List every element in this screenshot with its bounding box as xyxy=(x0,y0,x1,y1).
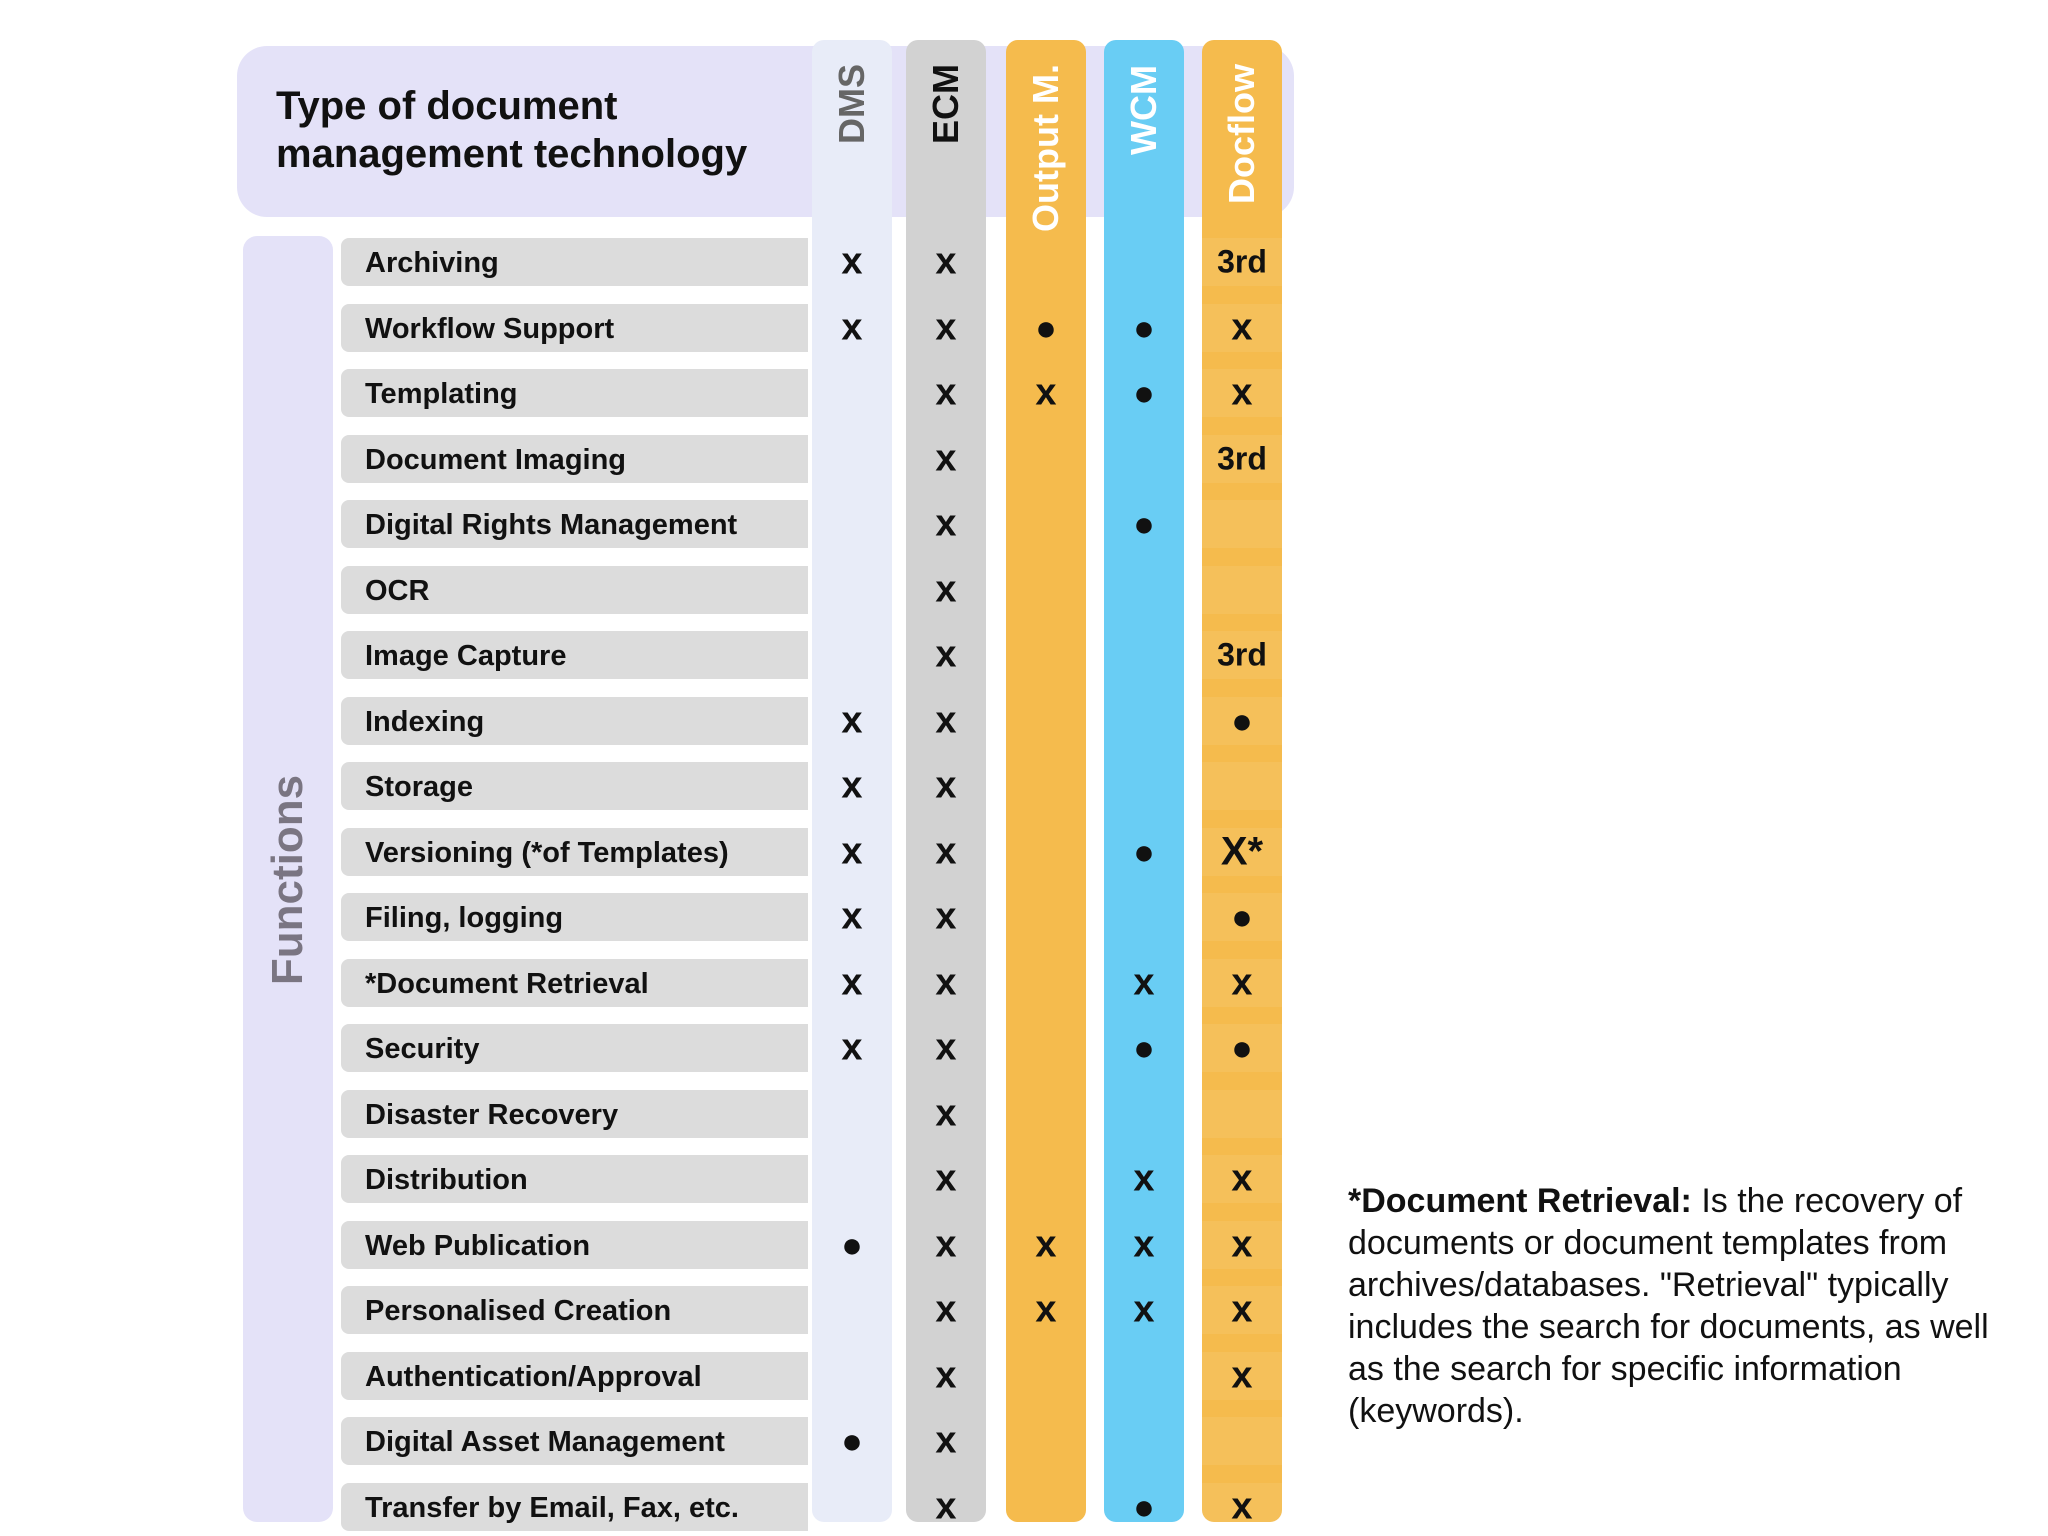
cross-mark: x xyxy=(935,1026,957,1069)
cross-star-mark: X* xyxy=(1220,829,1264,874)
cell-docflow xyxy=(1202,435,1282,483)
cross-mark: x xyxy=(935,1092,957,1135)
dot-mark: ● xyxy=(1133,372,1155,413)
row-label: Versioning (*of Templates) xyxy=(341,828,808,876)
dot-mark: ● xyxy=(1231,700,1253,741)
cell-dms xyxy=(812,1090,892,1138)
cell-docflow xyxy=(1202,631,1282,679)
cross-mark: x xyxy=(935,1485,957,1528)
cell-dms xyxy=(812,1221,892,1269)
cell-wcm xyxy=(1104,1221,1184,1269)
cross-mark: x xyxy=(841,895,863,938)
cross-mark: x xyxy=(1035,371,1057,414)
cross-mark: x xyxy=(1231,1223,1253,1266)
cell-ecm xyxy=(906,566,986,614)
third-party-mark: 3rd xyxy=(1217,636,1267,673)
cell-wcm xyxy=(1104,959,1184,1007)
cell-output xyxy=(1006,1090,1086,1138)
row-label: Storage xyxy=(341,762,808,810)
cell-ecm xyxy=(906,959,986,1007)
row-label: Image Capture xyxy=(341,631,808,679)
column-header-label: ECM xyxy=(925,64,966,144)
cell-wcm xyxy=(1104,1155,1184,1203)
cell-wcm xyxy=(1104,238,1184,286)
cell-wcm xyxy=(1104,1483,1184,1531)
cell-dms xyxy=(812,566,892,614)
cross-mark: x xyxy=(935,633,957,676)
column-header-label: WCM xyxy=(1123,65,1164,155)
row-label: Web Publication xyxy=(341,1221,808,1269)
cell-output xyxy=(1006,369,1086,417)
cell-output xyxy=(1006,1483,1086,1531)
cell-docflow xyxy=(1202,1352,1282,1400)
cell-dms xyxy=(812,238,892,286)
dot-mark: ● xyxy=(1231,896,1253,937)
cross-mark: x xyxy=(1133,961,1155,1004)
cell-wcm xyxy=(1104,631,1184,679)
cell-wcm xyxy=(1104,566,1184,614)
cell-ecm xyxy=(906,697,986,745)
cross-mark: x xyxy=(841,699,863,742)
cross-mark: x xyxy=(1133,1288,1155,1331)
cell-wcm xyxy=(1104,435,1184,483)
cross-mark: x xyxy=(1133,1157,1155,1200)
cell-docflow xyxy=(1202,566,1282,614)
cell-ecm xyxy=(906,1483,986,1531)
third-party-mark: 3rd xyxy=(1217,440,1267,477)
cell-ecm xyxy=(906,500,986,548)
cell-dms xyxy=(812,1417,892,1465)
cross-mark: x xyxy=(935,830,957,873)
dot-mark: ● xyxy=(1035,307,1057,348)
column-header-label: Docflow xyxy=(1221,64,1262,204)
header-title xyxy=(276,82,836,178)
cell-wcm xyxy=(1104,369,1184,417)
cell-dms xyxy=(812,1024,892,1072)
cross-mark: x xyxy=(1231,1485,1253,1528)
cell-output xyxy=(1006,697,1086,745)
cell-docflow xyxy=(1202,500,1282,548)
cell-dms xyxy=(812,631,892,679)
cell-ecm xyxy=(906,828,986,876)
row-label: Templating xyxy=(341,369,808,417)
cell-output xyxy=(1006,1024,1086,1072)
cell-dms xyxy=(812,304,892,352)
cross-mark: x xyxy=(935,764,957,807)
row-label: Filing, logging xyxy=(341,893,808,941)
cross-mark: x xyxy=(841,240,863,283)
cell-output xyxy=(1006,1221,1086,1269)
cross-mark: x xyxy=(841,830,863,873)
cell-wcm xyxy=(1104,697,1184,745)
row-label: Workflow Support xyxy=(341,304,808,352)
cell-wcm xyxy=(1104,893,1184,941)
third-party-mark: 3rd xyxy=(1217,243,1267,280)
cross-mark: x xyxy=(841,306,863,349)
cell-dms xyxy=(812,435,892,483)
row-label: Distribution xyxy=(341,1155,808,1203)
cross-mark: x xyxy=(935,1288,957,1331)
cell-wcm xyxy=(1104,500,1184,548)
cell-wcm xyxy=(1104,1417,1184,1465)
cell-ecm xyxy=(906,1090,986,1138)
cell-docflow xyxy=(1202,1221,1282,1269)
cell-wcm xyxy=(1104,762,1184,810)
footnote-text: Is the recovery of documents or document templates from archives/databases. "Retrieval" typically includes the search for documents, as well as the search for specific information (keywords). xyxy=(1348,1182,1989,1430)
cell-output xyxy=(1006,566,1086,614)
cross-mark: x xyxy=(935,240,957,283)
dot-mark: ● xyxy=(1133,1486,1155,1527)
cross-mark: x xyxy=(935,502,957,545)
column-header-label: Output M. xyxy=(1025,64,1066,232)
cell-ecm xyxy=(906,1286,986,1334)
footnote xyxy=(1348,1180,2008,1432)
cell-ecm xyxy=(906,762,986,810)
cell-docflow xyxy=(1202,304,1282,352)
cell-output xyxy=(1006,762,1086,810)
cell-dms xyxy=(812,762,892,810)
cell-docflow xyxy=(1202,762,1282,810)
cell-wcm xyxy=(1104,1090,1184,1138)
cell-ecm xyxy=(906,369,986,417)
row-label: *Document Retrieval xyxy=(341,959,808,1007)
cell-ecm xyxy=(906,1352,986,1400)
row-label: Digital Asset Management xyxy=(341,1417,808,1465)
cell-ecm xyxy=(906,1024,986,1072)
cross-mark: x xyxy=(841,764,863,807)
cell-ecm xyxy=(906,1155,986,1203)
cell-docflow xyxy=(1202,1286,1282,1334)
cell-docflow xyxy=(1202,1483,1282,1531)
cell-wcm xyxy=(1104,828,1184,876)
cell-docflow xyxy=(1202,238,1282,286)
cell-docflow xyxy=(1202,369,1282,417)
dot-mark: ● xyxy=(1133,503,1155,544)
cell-output xyxy=(1006,959,1086,1007)
functions-label-text: Functions xyxy=(263,774,312,986)
row-label: Security xyxy=(341,1024,808,1072)
cell-output xyxy=(1006,631,1086,679)
footnote-term: *Document Retrieval: xyxy=(1348,1182,1692,1220)
cross-mark: x xyxy=(1231,1157,1253,1200)
cell-ecm xyxy=(906,1417,986,1465)
cell-output xyxy=(1006,828,1086,876)
cell-dms xyxy=(812,500,892,548)
cell-output xyxy=(1006,1286,1086,1334)
cross-mark: x xyxy=(841,961,863,1004)
cross-mark: x xyxy=(1231,306,1253,349)
cell-dms xyxy=(812,697,892,745)
cell-wcm xyxy=(1104,304,1184,352)
cross-mark: x xyxy=(1035,1223,1057,1266)
cross-mark: x xyxy=(935,895,957,938)
cross-mark: x xyxy=(841,1026,863,1069)
cell-docflow xyxy=(1202,1417,1282,1465)
cross-mark: x xyxy=(1231,1288,1253,1331)
cell-dms xyxy=(812,1155,892,1203)
dot-mark: ● xyxy=(841,1224,863,1265)
cross-mark: x xyxy=(935,961,957,1004)
row-label: Personalised Creation xyxy=(341,1286,808,1334)
cross-mark: x xyxy=(935,1223,957,1266)
cell-ecm xyxy=(906,1221,986,1269)
cell-docflow xyxy=(1202,959,1282,1007)
cell-dms xyxy=(812,1483,892,1531)
dot-mark: ● xyxy=(1133,1027,1155,1068)
cross-mark: x xyxy=(1231,1354,1253,1397)
cell-ecm xyxy=(906,631,986,679)
cell-output xyxy=(1006,500,1086,548)
dot-mark: ● xyxy=(1133,831,1155,872)
cross-mark: x xyxy=(1035,1288,1057,1331)
cross-mark: x xyxy=(935,1354,957,1397)
row-label: Indexing xyxy=(341,697,808,745)
cell-wcm xyxy=(1104,1024,1184,1072)
cross-mark: x xyxy=(935,699,957,742)
cell-ecm xyxy=(906,304,986,352)
cell-ecm xyxy=(906,893,986,941)
cross-mark: x xyxy=(1231,371,1253,414)
header-title-line-2: management technology xyxy=(276,132,748,176)
dot-mark: ● xyxy=(1133,307,1155,348)
cell-docflow xyxy=(1202,893,1282,941)
cell-ecm xyxy=(906,435,986,483)
cell-dms xyxy=(812,959,892,1007)
cross-mark: x xyxy=(935,371,957,414)
cell-output xyxy=(1006,304,1086,352)
cell-dms xyxy=(812,893,892,941)
cell-docflow xyxy=(1202,1024,1282,1072)
cell-dms xyxy=(812,1286,892,1334)
cell-dms xyxy=(812,1352,892,1400)
dot-mark: ● xyxy=(1231,1027,1253,1068)
row-label: Document Imaging xyxy=(341,435,808,483)
cross-mark: x xyxy=(935,1419,957,1462)
cell-docflow xyxy=(1202,1155,1282,1203)
row-label: OCR xyxy=(341,566,808,614)
cell-docflow xyxy=(1202,1090,1282,1138)
cell-docflow xyxy=(1202,828,1282,876)
cross-mark: x xyxy=(935,437,957,480)
column-header-label: DMS xyxy=(831,64,872,144)
row-label: Disaster Recovery xyxy=(341,1090,808,1138)
cell-ecm xyxy=(906,238,986,286)
cross-mark: x xyxy=(935,306,957,349)
cross-mark: x xyxy=(935,568,957,611)
cell-output xyxy=(1006,893,1086,941)
row-label: Digital Rights Management xyxy=(341,500,808,548)
cell-output xyxy=(1006,238,1086,286)
cross-mark: x xyxy=(1231,961,1253,1004)
cell-output xyxy=(1006,1352,1086,1400)
header-title-line-1: Type of document xyxy=(276,84,618,128)
cell-wcm xyxy=(1104,1352,1184,1400)
cell-wcm xyxy=(1104,1286,1184,1334)
row-label: Authentication/Approval xyxy=(341,1352,808,1400)
row-label: Archiving xyxy=(341,238,808,286)
cell-output xyxy=(1006,435,1086,483)
cell-dms xyxy=(812,369,892,417)
dot-mark: ● xyxy=(841,1420,863,1461)
cross-mark: x xyxy=(935,1157,957,1200)
cell-output xyxy=(1006,1155,1086,1203)
cell-output xyxy=(1006,1417,1086,1465)
cell-docflow xyxy=(1202,697,1282,745)
cross-mark: x xyxy=(1133,1223,1155,1266)
row-label: Transfer by Email, Fax, etc. xyxy=(341,1483,808,1531)
cell-dms xyxy=(812,828,892,876)
